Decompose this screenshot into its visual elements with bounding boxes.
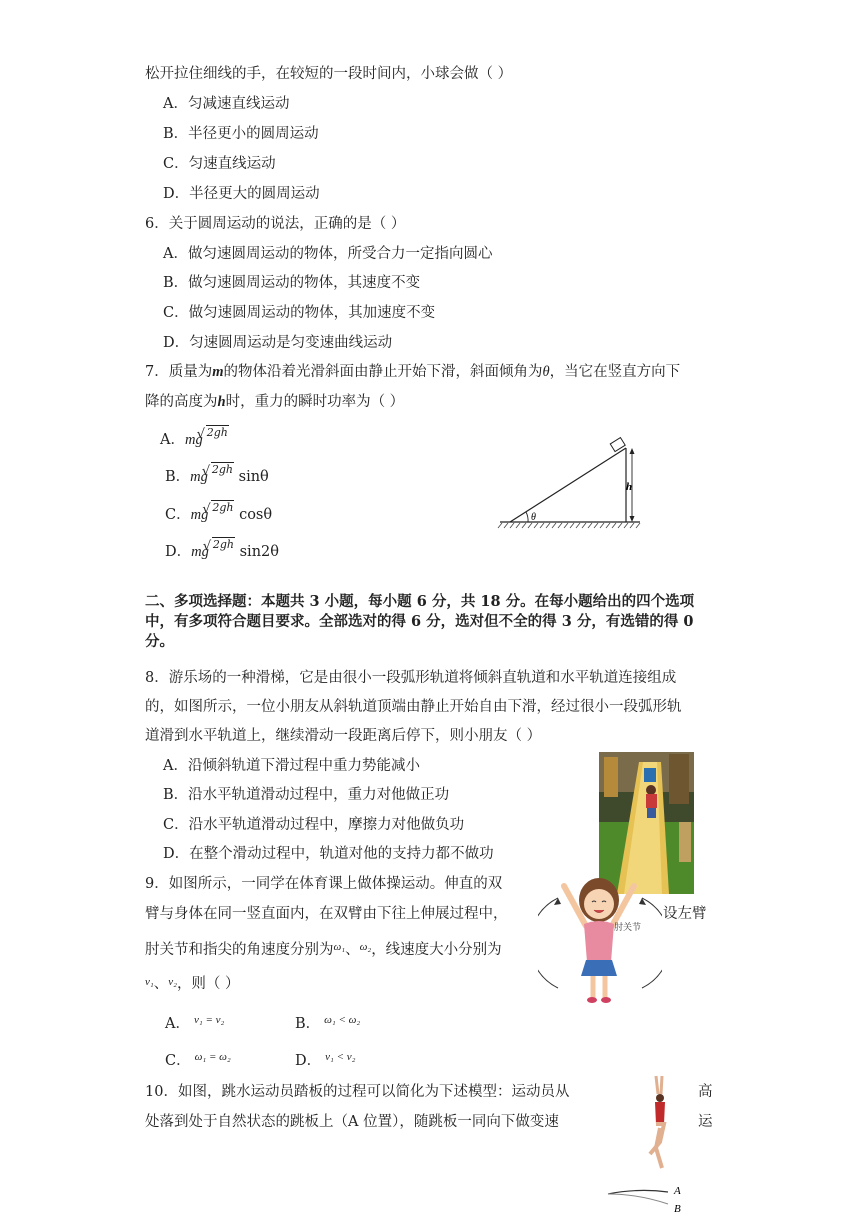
incline-figure — [490, 434, 642, 534]
q10-stem-line1-right: 高 — [698, 1084, 713, 1100]
q9-option-a: A． $^{v_1 = v_2}$ — [165, 1014, 225, 1032]
q8-option-d: D．在整个滑动过程中，轨道对他的支持力都不做功 — [163, 846, 494, 862]
q8-option-c: C．沿水平轨道滑动过程中，摩擦力对他做负功 — [163, 817, 465, 833]
q6-option-d: D．匀速圆周运动是匀变速曲线运动 — [163, 335, 393, 351]
q7-stem-line2: 降的高度为h时，重力的瞬时功率为（ ） — [145, 394, 405, 410]
position-a-label: A — [674, 1185, 681, 1197]
q8-option-b: B．沿水平轨道滑动过程中，重力对他做正功 — [163, 787, 450, 803]
q9-option-c: C． $^{\omega_1 = \omega_2}$ — [165, 1051, 231, 1069]
q6-option-c: C．做匀速圆周运动的物体，其加速度不变 — [163, 305, 436, 321]
q9-stem-line2: 臂与身体在同一竖直面内，在双臂由下往上伸展过程中， — [145, 906, 508, 922]
gymnast-girl-figure — [538, 868, 662, 1008]
q9-stem-line2-right: 设左臂 — [663, 906, 707, 922]
q5-option-b: B．半径更小的圆周运动 — [163, 126, 319, 142]
position-b-label: B — [674, 1203, 681, 1215]
q6-option-b: B．做匀速圆周运动的物体，其速度不变 — [163, 275, 421, 291]
section2-heading-line1: 二、多项选择题：本题共 3 小题，每小题 6 分，共 18 分。在每小题给出的四个选项 — [145, 593, 695, 610]
q5-stem: 松开拉住细线的手，在较短的一段时间内，小球会做（ ） — [145, 66, 513, 82]
fig-theta-label: θ — [531, 512, 536, 523]
q10-stem-line1: 10．如图，跳水运动员踏板的过程可以简化为下述模型：运动员从 — [145, 1084, 570, 1100]
q6-option-a: A．做匀速圆周运动的物体，所受合力一定指向圆心 — [163, 246, 493, 262]
fig-h-label: h — [626, 481, 633, 493]
q9-stem-line3: 肘关节和指尖的角速度分别为$^{\omega_1}$、$^{\omega_2}$，线速度大小分别为 — [145, 941, 502, 958]
q8-option-a: A．沿倾斜轨道下滑过程中重力势能减小 — [163, 758, 420, 774]
q7-option-c: C．mg√ $^{2gh}$ cosθ — [165, 505, 272, 526]
q6-stem: 6．关于圆周运动的说法，正确的是（ ） — [145, 216, 406, 232]
q8-stem-line3: 道滑到水平轨道上，继续滑动一段距离后停下，则小朋友（ ） — [145, 728, 542, 744]
q9-stem-line4: $^{v_1}$、$^{v_2}$，则（ ） — [145, 976, 240, 992]
q8-stem-line1: 8．游乐场的一种滑梯，它是由很小一段弧形轨道将倾斜直轨道和水平轨道连接组成 — [145, 670, 677, 686]
elbow-joint-label: 肘关节 — [614, 923, 642, 933]
q10-stem-line2: 处落到处于自然状态的跳板上（A 位置），随跳板一同向下做变速 — [145, 1114, 559, 1130]
q5-option-d: D．半径更大的圆周运动 — [163, 186, 320, 202]
q9-stem-line1: 9．如图所示，一同学在体育课上做体操运动。伸直的双 — [145, 876, 503, 892]
q10-stem-line2-right: 运 — [698, 1114, 713, 1130]
q8-stem-line2: 的，如图所示，一位小朋友从斜轨道顶端由静止开始自由下滑，经过很小一段弧形轨 — [145, 699, 682, 715]
q9-option-d: D． $^{v_1 < v_2}$ — [295, 1051, 356, 1069]
q5-option-a: A．匀减速直线运动 — [163, 96, 290, 112]
q7-stem-line1: 7．质量为m的物体沿着光滑斜面由静止开始下滑，斜面倾角为θ，当它在竖直方向下 — [145, 364, 681, 380]
q5-option-c: C．匀速直线运动 — [163, 156, 276, 172]
section2-heading-line3: 分。 — [145, 633, 174, 650]
section2-heading-line2: 中，有多项符合题目要求。全部选对的得 6 分，选对但不全的得 3 分，有选错的得 0 — [145, 613, 694, 630]
q7-option-b: B．mg√ $^{2gh}$ sinθ — [165, 467, 269, 488]
q9-option-b: B． $^{\omega_1 < \omega_2}$ — [295, 1014, 361, 1032]
q7-option-d: D．mg√ $^{2gh}$ sin2θ — [165, 542, 279, 563]
diver-figure — [600, 1072, 690, 1216]
q7-option-a: A．mg√ $^{2gh}$ — [160, 430, 229, 451]
